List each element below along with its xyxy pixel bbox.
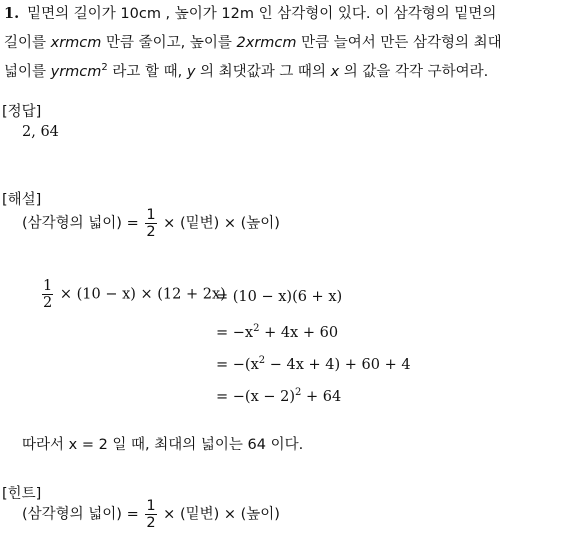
question-number: 1. [4,5,20,22]
eq-lhs-numerator: 1 [43,278,53,294]
eq2-sup: 2 [253,323,260,334]
eq2-a: = −x [216,325,254,341]
equation-lhs [40,278,226,311]
hint-formula [22,498,280,531]
formula-right: × (밑변) × (높이) [158,215,280,232]
eq2-b: + 4x + 60 [259,325,339,341]
equation-row-2 [216,323,338,341]
question-text-3c: 의 최댓값과 그 때의 [195,64,331,80]
hint-formula-left: (삼각형의 넓이) = [22,506,144,523]
answer-header: [정답] [2,104,42,120]
hint-header: [힌트] [2,486,42,502]
eq3-b: − 4x + 4) + 60 + 4 [265,357,411,373]
question-text-2c: 만큼 늘여서 만든 삼각형의 최대 [296,35,502,51]
eq-lhs-denominator: 2 [43,295,53,311]
formula-numerator: 1 [146,207,156,223]
question-text-2a: 길이를 [4,35,51,51]
eq3-sup: 2 [258,355,266,366]
question-x: x [330,64,340,80]
formula-denominator: 2 [146,224,156,240]
eq4-b: + 64 [301,389,342,405]
question-line-2 [4,31,502,52]
question-line-3 [4,60,488,81]
question-text-1: 밑면의 길이가 10cm , 높이가 12m 인 삼각형이 있다. 이 삼각형의 밑면의 [27,6,497,22]
formula-left: (삼각형의 넓이) = [22,215,144,232]
question-sup: 2 [101,62,108,73]
question-line-1 [4,2,496,23]
explanation-header: [해설] [2,192,42,208]
hint-numerator: 1 [146,498,156,514]
answer-value: 2, 64 [22,124,59,140]
question-text-2b: 만큼 줄이고, 높이를 [101,35,237,51]
eq3-a: = −(x [216,357,259,373]
question-var-y: yrmcm [50,64,102,80]
eq4-a: = −(x − 2) [216,389,295,405]
hint-formula-right: × (밑변) × (높이) [158,506,280,523]
question-var-2x: 2xrmcm [236,35,297,51]
question-y: y [186,64,196,80]
explanation-formula [22,207,280,240]
equation-row-3 [216,355,411,373]
question-text-3a: 넓이를 [4,64,51,80]
hint-fraction [145,498,156,531]
formula-fraction [145,207,156,240]
question-text-3d: 의 값을 각각 구하여라. [339,64,489,80]
equation-row-4 [216,387,341,405]
question-text-3b: 라고 할 때, [107,64,187,80]
eq4-sup: 2 [295,387,302,398]
hint-denominator: 2 [146,515,156,531]
question-var-x: xrmcm [50,35,102,51]
equation-row-1: = (10 − x)(6 + x) [216,289,343,305]
eq-lhs-rest: × (10 − x) × (12 + 2x) [55,286,226,303]
eq-lhs-fraction [42,278,53,311]
explanation-conclusion: 따라서 x = 2 일 때, 최대의 넓이는 64 이다. [22,437,304,453]
